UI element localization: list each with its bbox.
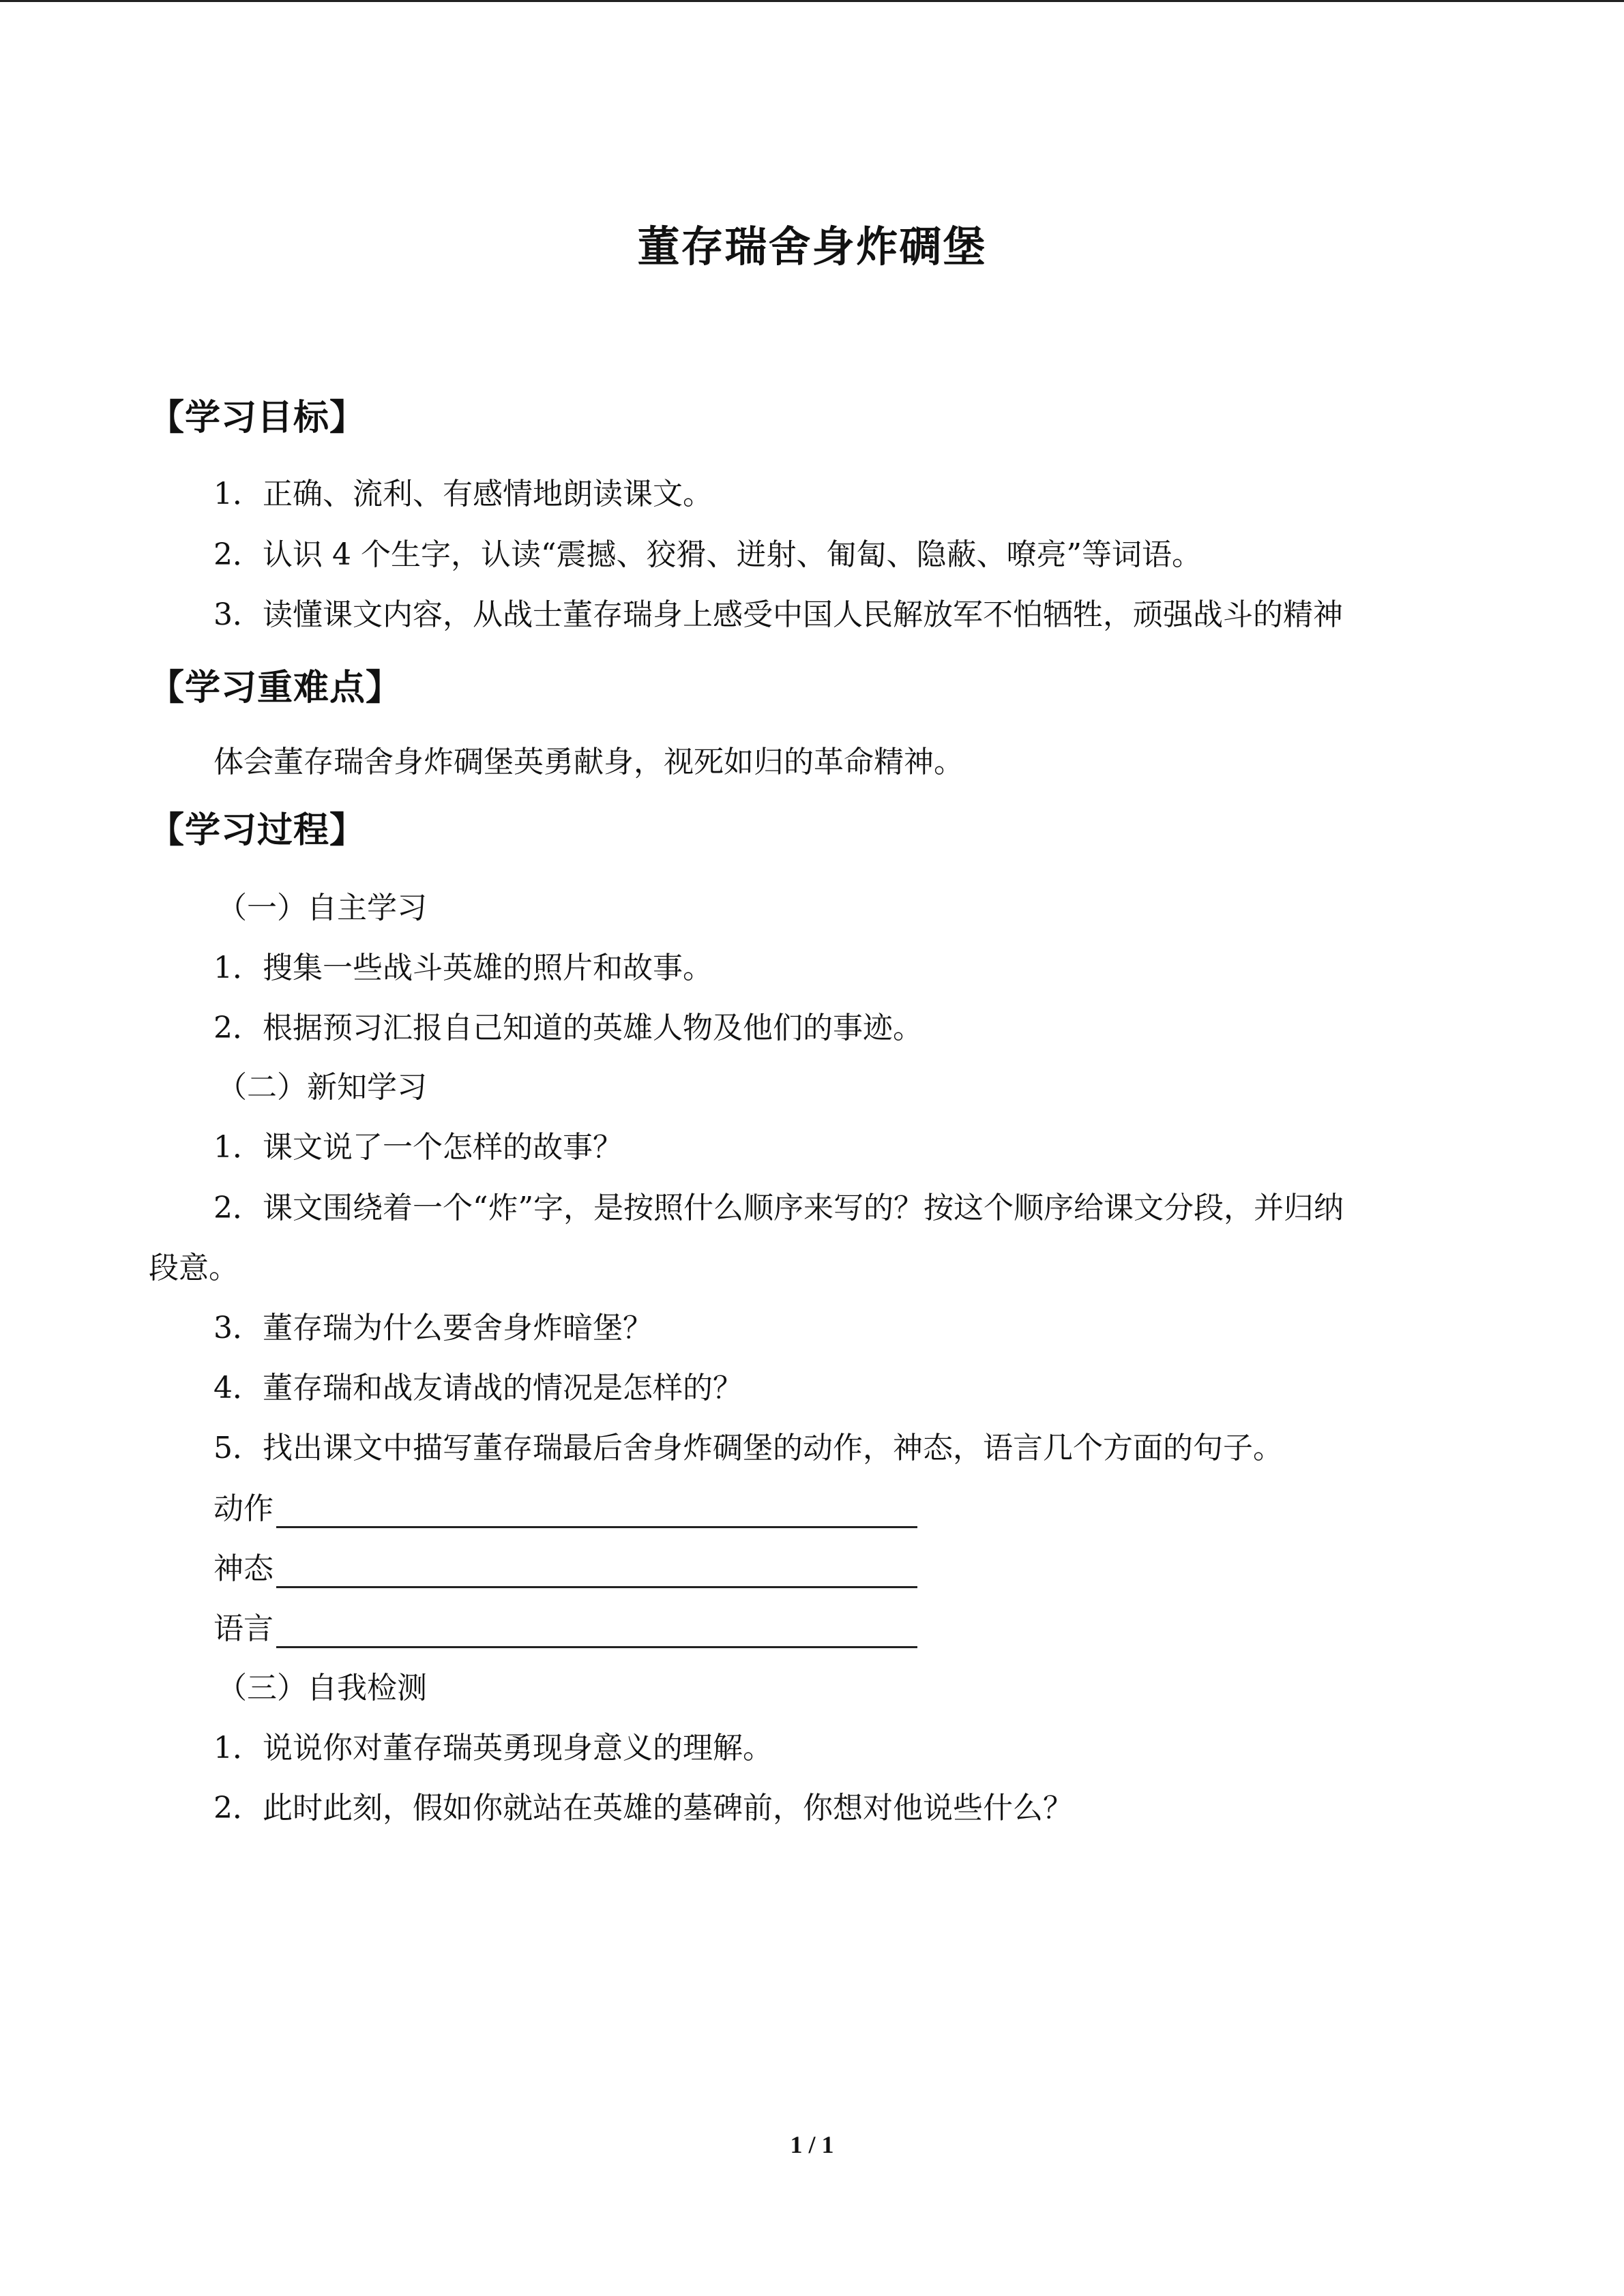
difficulty-text: 体会董存瑞舍身炸碉堡英勇献身，视死如归的革命精神。: [213, 745, 964, 779]
page-title: 董存瑞舍身炸碉堡: [637, 222, 987, 271]
blank-label-expression: 神态: [213, 1551, 274, 1586]
blank-label-action: 动作: [213, 1491, 274, 1526]
page-number: 1 / 1: [790, 2131, 834, 2158]
part1-title: （一）自主学习: [217, 891, 427, 925]
part2-title: （二）新知学习: [217, 1070, 427, 1105]
part1-item-2: 2．根据预习汇报自己知道的英雄人物及他们的事迹。: [213, 1011, 923, 1045]
part1-item-1: 1．搜集一些战斗英雄的照片和故事。: [213, 951, 713, 985]
part3-title: （三）自我检测: [217, 1671, 427, 1705]
part2-question-5: 5．找出课文中描写董存瑞最后舍身炸碉堡的动作，神态，语言几个方面的句子。: [213, 1431, 1283, 1465]
goal-item-2: 2．认识 4 个生字，认读“震撼、狡猾、迸射、匍匐、隐蔽、嘹亮”等词语。: [213, 537, 1202, 572]
part2-question-2-continued: 段意。: [149, 1251, 239, 1285]
goal-item-1: 1．正确、流利、有感情地朗读课文。: [213, 477, 713, 511]
blank-line-language[interactable]: [276, 1646, 917, 1648]
part3-item-1: 1．说说你对董存瑞英勇现身意义的理解。: [213, 1731, 773, 1765]
blank-line-expression[interactable]: [276, 1586, 917, 1588]
section-heading-goals: 【学习目标】: [149, 398, 366, 438]
goal-item-3: 3．读懂课文内容，从战士董存瑞身上感受中国人民解放军不怕牺牲，顽强战斗的精神: [213, 597, 1343, 632]
part2-question-3: 3．董存瑞为什么要舍身炸暗堡？: [213, 1311, 653, 1345]
blank-label-language: 语言: [213, 1611, 274, 1646]
part3-item-2: 2．此时此刻，假如你就站在英雄的墓碑前，你想对他说些什么？: [213, 1791, 1073, 1825]
part2-question-1: 1．课文说了一个怎样的故事？: [213, 1130, 623, 1165]
section-heading-process: 【学习过程】: [149, 810, 366, 851]
part2-question-4: 4．董存瑞和战友请战的情况是怎样的？: [213, 1371, 743, 1405]
section-heading-difficulty: 【学习重难点】: [149, 668, 402, 709]
part2-question-2: 2．课文围绕着一个“炸”字，是按照什么顺序来写的？按这个顺序给课文分段，并归纳: [213, 1191, 1344, 1225]
page-top-border: [0, 0, 1624, 2]
blank-line-action[interactable]: [276, 1526, 917, 1528]
